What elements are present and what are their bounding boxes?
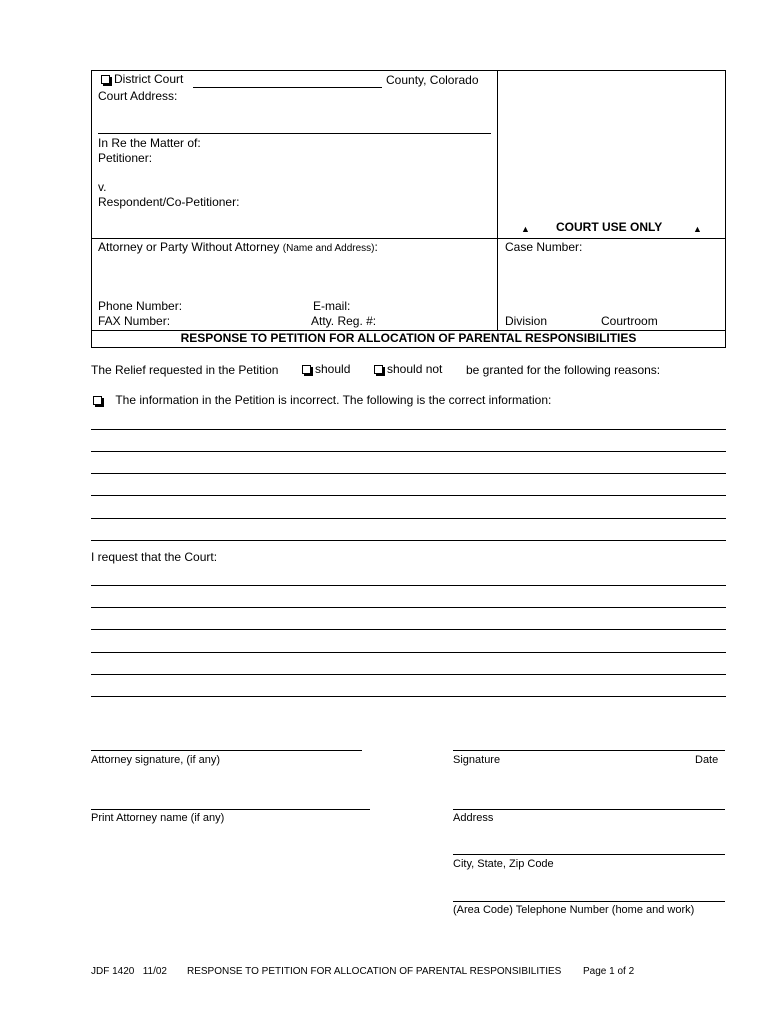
court-address-label: Court Address: — [98, 89, 178, 103]
versus-label: v. — [98, 180, 107, 194]
caption-table — [91, 70, 726, 348]
address-line[interactable] — [453, 809, 725, 810]
request-line[interactable] — [91, 652, 726, 653]
request-label: I request that the Court: — [91, 550, 218, 564]
relief-prefix: The Relief requested in the Petition — [91, 363, 279, 377]
attorney-signature-line[interactable] — [91, 750, 362, 751]
request-line[interactable] — [91, 696, 726, 697]
footer-page: Page 1 of 2 — [583, 966, 635, 977]
should-not-checkbox[interactable] — [374, 365, 383, 374]
correct-info-line[interactable] — [91, 518, 726, 519]
signature-label: Signature — [453, 754, 501, 766]
signature-line[interactable] — [453, 750, 725, 751]
print-attorney-line[interactable] — [91, 809, 370, 810]
correct-info-line[interactable] — [91, 495, 726, 496]
correct-info-line[interactable] — [91, 451, 726, 452]
city-state-zip-line[interactable] — [453, 854, 725, 855]
caption-divider-vertical — [497, 70, 498, 331]
caption-divider-horizontal — [91, 238, 726, 239]
court-address-line — [98, 133, 491, 134]
should-not-option[interactable] — [374, 362, 442, 376]
district-court-line — [101, 72, 183, 86]
arrow-up-icon: ▲ — [693, 224, 702, 234]
should-option[interactable] — [302, 362, 350, 376]
correct-info-line[interactable] — [91, 429, 726, 430]
correct-info-line[interactable] — [91, 473, 726, 474]
attorney-label: Attorney or Party Without Attorney — [98, 240, 280, 254]
should-not-label: should not — [387, 362, 443, 376]
should-checkbox[interactable] — [302, 365, 311, 374]
arrow-up-icon: ▲ — [521, 224, 530, 234]
form-title: RESPONSE TO PETITION FOR ALLOCATION OF PARENTAL RESPONSIBILITIES — [180, 331, 637, 345]
request-line[interactable] — [91, 607, 726, 608]
info-incorrect-option[interactable] — [93, 393, 551, 407]
telephone-line[interactable] — [453, 901, 725, 902]
district-court-checkbox[interactable] — [101, 75, 110, 84]
attorney-colon: : — [374, 240, 378, 254]
email-label: E-mail: — [313, 299, 351, 313]
telephone-label: (Area Code) Telephone Number (home and work) — [453, 904, 695, 916]
request-line[interactable] — [91, 585, 726, 586]
request-line[interactable] — [91, 629, 726, 630]
district-court-blank[interactable] — [193, 87, 382, 88]
city-state-zip-label: City, State, Zip Code — [453, 858, 554, 870]
should-label: should — [315, 362, 351, 376]
attorney-signature-label: Attorney signature, (if any) — [91, 754, 221, 766]
attorney-hint: (Name and Address) — [282, 243, 375, 254]
attorney-label-line — [98, 240, 378, 254]
footer-form-id: JDF 1420 11/02 — [91, 966, 167, 977]
print-attorney-label: Print Attorney name (if any) — [91, 812, 225, 824]
footer-title: RESPONSE TO PETITION FOR ALLOCATION OF PARENTAL RESPONSIBILITIES — [187, 966, 562, 977]
correct-info-line[interactable] — [91, 540, 726, 541]
info-incorrect-label: The information in the Petition is incorrect. The following is the correct information: — [115, 393, 552, 407]
atty-reg-label: Atty. Reg. #: — [311, 314, 377, 328]
phone-label: Phone Number: — [98, 299, 183, 313]
petitioner-label: Petitioner: — [98, 151, 153, 165]
info-incorrect-checkbox[interactable] — [93, 396, 102, 405]
county-colorado-label: County, Colorado — [386, 73, 479, 87]
address-label: Address — [453, 812, 494, 824]
division-label: Division — [505, 314, 548, 328]
respondent-label: Respondent/Co-Petitioner: — [98, 195, 240, 209]
case-number-label: Case Number: — [505, 240, 583, 254]
court-use-only-label: COURT USE ONLY — [556, 220, 663, 234]
fax-label: FAX Number: — [98, 314, 171, 328]
in-re-label: In Re the Matter of: — [98, 136, 201, 150]
request-line[interactable] — [91, 674, 726, 675]
courtroom-label: Courtroom — [601, 314, 658, 328]
date-label: Date — [695, 754, 719, 766]
relief-suffix: be granted for the following reasons: — [466, 363, 661, 377]
district-court-label: District Court — [114, 72, 184, 86]
